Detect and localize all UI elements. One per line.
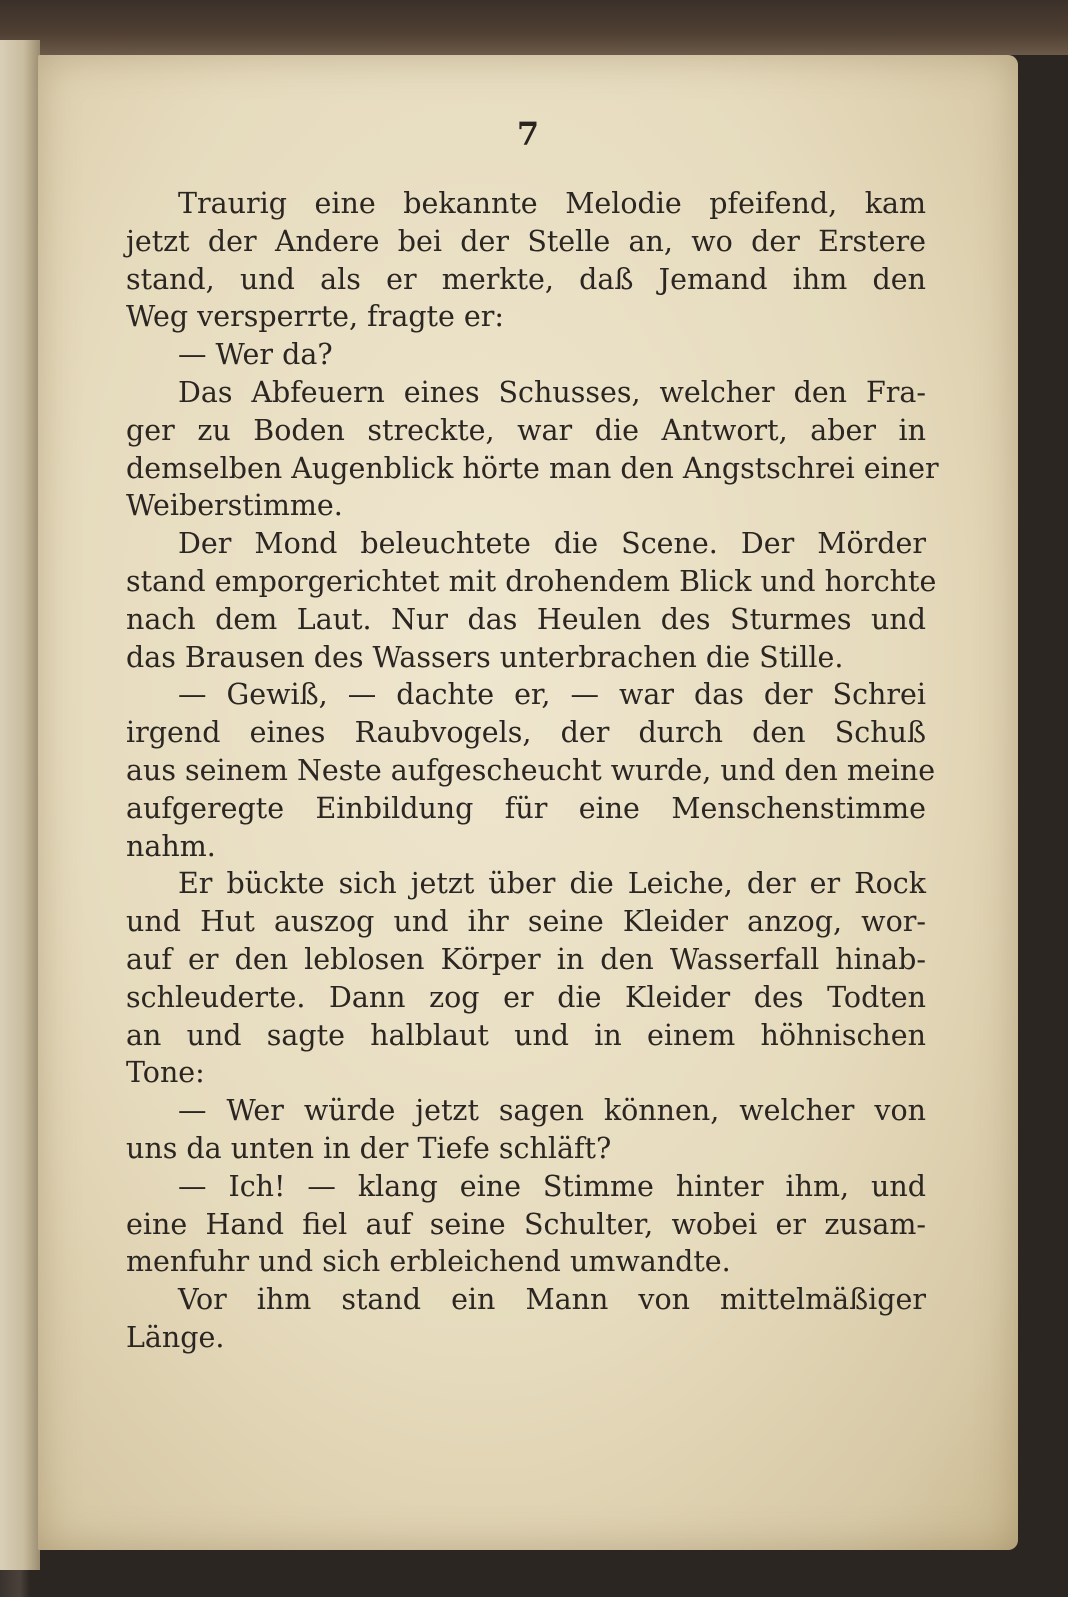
- text-line: das Brausen des Wassers unterbrachen die Stille.: [126, 640, 844, 674]
- text-line: Er bückte sich jetzt über die Leiche, der er Rock: [178, 867, 926, 901]
- text-line: nahm.: [126, 829, 216, 863]
- text-line: eine Hand fiel auf seine Schulter, wobei er zusam-: [126, 1207, 926, 1241]
- text-line: auf er den leblosen Körper in den Wasserfall hinab-: [126, 942, 926, 976]
- text-line: Der Mond beleuchtete die Scene. Der Mörder: [178, 527, 926, 561]
- text-line: stand, und als er merkte, daß Jemand ihm den: [126, 262, 926, 296]
- text-line: — Wer würde jetzt sagen können, welcher von: [178, 1094, 926, 1128]
- book-page: [38, 55, 1018, 1550]
- text-line: jetzt der Andere bei der Stelle an, wo der Erstere: [126, 224, 926, 258]
- text-line: Weg versperrte, fragte er:: [126, 300, 505, 334]
- text-line: — Wer da?: [178, 338, 333, 372]
- text-line: ger zu Boden streckte, war die Antwort, aber in: [126, 413, 926, 447]
- text-line: Traurig eine bekannte Melodie pfeifend, kam: [178, 187, 926, 220]
- text-line: Das Abfeuern eines Schusses, welcher den Fra-: [178, 375, 926, 409]
- text-line: — Ich! — klang eine Stimme hinter ihm, und: [178, 1169, 926, 1203]
- text-line: und Hut auszog und ihr seine Kleider anzog, wor-: [126, 905, 926, 939]
- text-line: uns da unten in der Tiefe schläft?: [126, 1131, 612, 1165]
- text-line: — Gewiß, — dachte er, — war das der Schrei: [178, 678, 926, 712]
- text-line: stand emporgerichtet mit drohendem Blick und horchte: [126, 564, 937, 598]
- text-line: Vor ihm stand ein Mann von mittelmäßiger: [178, 1283, 926, 1317]
- page-number: 7: [516, 115, 540, 153]
- text-line: menfuhr und sich erbleichend umwandte.: [126, 1245, 731, 1279]
- text-line: nach dem Laut. Nur das Heulen des Sturmes und: [126, 602, 926, 636]
- text-line: irgend eines Raubvogels, der durch den Schuß: [126, 716, 926, 750]
- book-cover-edge: [0, 0, 1068, 55]
- facing-page-edge: [0, 40, 40, 1570]
- text-line: aufgeregte Einbildung für eine Menschenstimme: [126, 791, 926, 825]
- text-line: demselben Augenblick hörte man den Angstschrei einer: [126, 451, 939, 485]
- body-text: [126, 185, 939, 1357]
- text-line: Tone:: [126, 1056, 205, 1090]
- text-line: Länge.: [126, 1320, 225, 1354]
- text-line: aus seinem Neste aufgescheucht wurde, und den meine: [126, 753, 936, 787]
- text-line: schleuderte. Dann zog er die Kleider des Todten: [126, 980, 926, 1014]
- text-line: an und sagte halblaut und in einem höhnischen: [126, 1018, 926, 1052]
- text-line: Weiberstimme.: [126, 489, 343, 523]
